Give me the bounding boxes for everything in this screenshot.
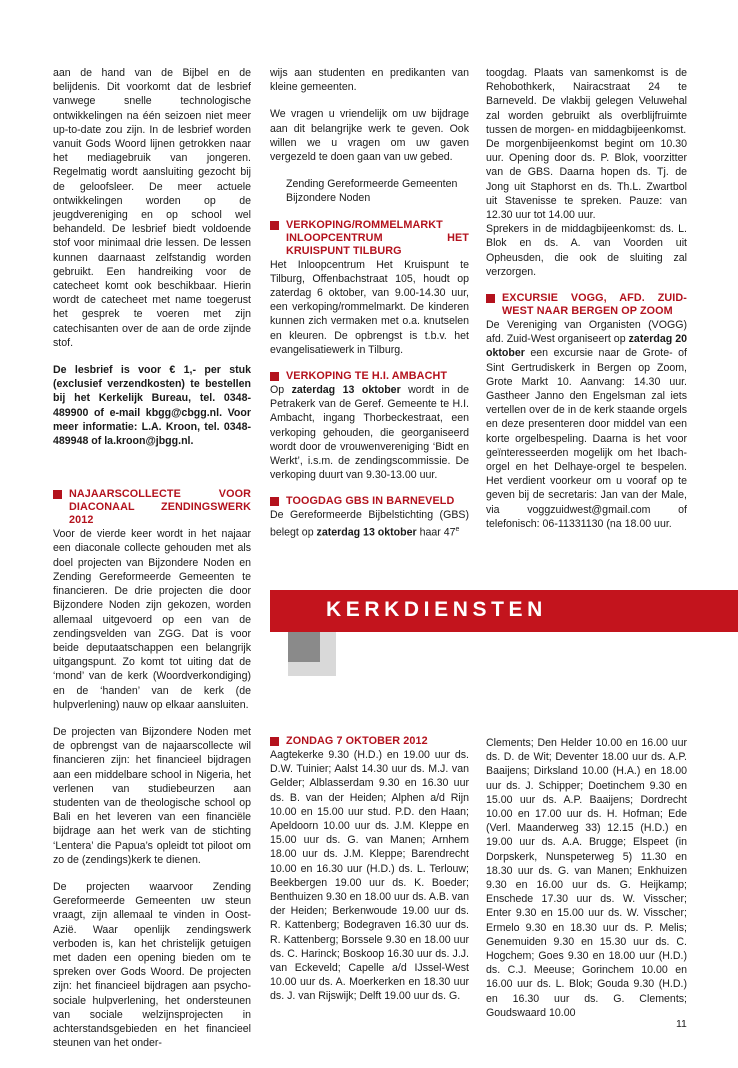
kerkdiensten-list-b: Clements; Den Helder 10.00 en 16.00 uur ds. D. de Wit; Deventer 18.00 uur ds. A.P. Baaijens; Dirksland 10.00 (H.A.) en 18.00 uur ds. J. Schipper; Doetinchem 9.30 en 15.00 uur ds. A.P. Baaijens; Dordrecht 10.00 en 17.00 uur ds. H. Hofman; Ede (Verl. Maanderweg 33) 12.15 (H.D.) en 19.00 uur ds. A.A. Brugge; Elspeet (in Dorpskerk, Nunspeterweg 5) 11.30 en 18.30 uur ds. G. van Manen; Enkhuizen 9.30 en 16.00 uur ds. G. Heijkamp; Enschede 17.30 uur ds. W. Visscher; Enter 9.30 en 15.00 uur ds. W. Visscher; Ermelo 9.30 en 18.30 uur ds. P. Melis; Genemuiden 9.30 en 15.30 uur ds. C. Hogchem; Goes 9.30 en 18.00 uur (H.D.) ds. C.J. Meeuse; Gorinchem 10.00 en 16.00 uur ds. L. Blok; Gouda 9.30 (H.D.) en 16.30 uur ds. G. Clements; Goudswaard 10.00 (486, 737, 687, 1019)
lesbrief-order-info: De lesbrief is voor € 1,- per stuk (exclusief verzendkosten) te bestellen bij het Kerkelijk Bureau, tel. 0348-489900 of e-mail kbgg@cbgg.nl. Voor meer informatie: L.A. Kroon, tel. 0348-489948 of la.kroon@jbgg.nl. (53, 364, 251, 448)
column-2 (270, 66, 469, 552)
toogdag-text: De Gereformeerde Bijbelstichting (GBS) belegt op zaterdag 13 oktober haar 47e (270, 509, 469, 539)
heading-zondag: ZONDAG 7 OKTOBER 2012 (270, 735, 469, 748)
page-number: 11 (676, 1018, 687, 1030)
kerkdiensten-list-a: Aagtekerke 9.30 (H.D.) en 19.00 uur ds. D.W. Tuinier; Aalst 14.30 uur ds. M.J. van Gelder; Alblasserdam 9.30 en 16.30 uur ds. B. van der Heiden; Alphen a/d Rijn 10.00 en 15.00 uur stud. P.D. den Haan; Apeldoorn 10.00 uur ds. J.M. Kleppe en 15.00 uur ds. G. van Manen; Arnhem 18.00 uur ds. J.M. Kleppe; Barendrecht 10.00 en 16.30 uur (H.D.) ds. L. Terlouw; Beekbergen 19.00 uur ds. K. Boeder; Benthuizen 9.30 en 18.00 uur ds. A.B. van der Heiden; Berkenwoude 19.00 uur ds. R. Kattenberg; Bodegraven 16.30 uur ds. R. Kattenberg; Borssele 9.30 en 18.00 uur ds. C. Harinck; Boskoop 16.30 uur ds. J.J. van Eckeveld; Capelle a/d IJssel-West 10.00 uur ds. A. Moerkerken en 18.30 uur ds. J. van Rijswijk; Delft 19.00 uur ds. G. (270, 749, 469, 1003)
bullet-square-icon (270, 737, 279, 746)
kerkdiensten-title: KERKDIENSTEN (326, 598, 547, 621)
zending-continued-text: wijs aan studenten en predikanten van kleine gemeenten. (270, 67, 469, 94)
lesbrief-text: aan de hand van de Bijbel en de belijdenis. Dit voorkomt dat de lesbrief vanwege snelle technologische ontwikkelingen na één seizoen niet meer up-to-date zou zijn. In de lesbrief worden vanuit Gods Woord lijnen getrokken naar het mediagebruik van jongeren. Regelmatig wordt aansluiting gezocht bij de geloofsleer. De meer actuele ontwikkelingen worden op de jeugdvereniging en op school wel behandeld. De lesbrief biedt voldoende stof voor minimaal drie lessen. De lessen kunnen daarnaast zelfstandig worden gebruikt. Een handreiking voor de catecheet komt ook beschikbaar. Hierin wordt de catecheet met name toegerust het gesprek te voeren met zijn catechisanten over de aan de orde zijnde stof. (53, 67, 251, 349)
toogdag-program-text: De morgenbijeenkomst begint om 10.30 uur. Opening door ds. P. Blok, voorzitter van de GBS. Daarna hopen ds. Tj. de Jong uit Staphorst en ds. Th.L. Zwartbol uit Stavenisse te spreken. Pauze: van 12.30 uur tot 14.00 uur. (486, 138, 687, 222)
heading-verkoping-kruispunt: VERKOPING/ROMMELMARKT INLOOPCENTRUM HET KRUISPUNT TILBURG (270, 219, 469, 258)
signature: Zending Gereformeerde Gemeenten Bijzondere Noden (286, 178, 458, 205)
kerkdiensten-column-1 (270, 735, 469, 1017)
heading-excursie: EXCURSIE VOGG, AFD. ZUID-WEST NAAR BERGEN OP ZOOM (486, 292, 687, 318)
bullet-square-icon (486, 294, 495, 303)
bullet-square-icon (270, 221, 279, 230)
bijzondere-noden-text: De projecten van Bijzondere Noden met de opbrengst van de najaarscollecte wil financieren zijn: het financieel bijdragen aan een middelbare school in Nigeria, het verlenen van studiebeurzen aan studenten van de theologische school op Bali en het leveren van een financiële bijdrage aan het werk van de stichting ‘Lentera’ die Papua’s opleidt tot piloot om zo de (zendings)kerk te dienen. (53, 725, 251, 866)
appeal-text: We vragen u vriendelijk om uw bijdrage aan dit belangrijke werk te geven. Ook willen we u vragen om uw gaven vergezeld te doen gaan van uw gebed. (270, 108, 469, 164)
excursie-text: De Vereniging van Organisten (VOGG) afd. Zuid-West organiseert op zaterdag 20 oktober een excursie naar de Grote- of Sint Gertrudiskerk in Bergen op Zoom, Grote Markt 10. Aanvang: 14.30 uur. Gastheer Janno den Engelsman zal iets vertellen over de in de kerk staande orgels en deze presenteren door middel van een korte orgelbespeling. Daarna is het voor geïnteresseerden mogelijk om het Ibach-orgel en het Delhaye-orgel te bespelen. Het verdient voorkeur om u vooraf op te geven bij de secretaris: Jan van der Male, via voggzuidwest@gmail.com of telefonisch: 06-11331130 (na 18.00 uur. (486, 319, 687, 530)
toogdag-speakers-text: Sprekers in de middagbijeenkomst: ds. L. Blok en ds. A. van Voorden uit Opheusden, die ook de sluiting zal verzorgen. (486, 223, 687, 278)
kerkdiensten-column-2 (486, 736, 687, 1033)
bullet-square-icon (270, 497, 279, 506)
hi-ambacht-text: Op zaterdag 13 oktober wordt in de Petrakerk van de Geref. Gemeente te H.I. Ambacht, ingang Thorbeckestraat, een verkoping gehouden, die georganiseerd wordt door de vrouwenvereniging ‘Bidt en Werkt’, i.s.m. de zendingscommissie. De verkoping duurt van 9.30-13.00 uur. (270, 384, 469, 482)
zending-text: De projecten waarvoor Zending Gereformeerde Gemeenten uw steun vraagt, zijn allemaal te vinden in Oost-Azië. Waar openlijk zendingswerk verboden is, kan het christelijk getuigen met daden een opening bieden om te spreken over Gods Woord. De projecten zijn: het financieel bijdragen aan psycho-sociale hulpverlening, het ondersteunen van sociale welzijnsprojecten in achterstandsgebieden en het financieel steunen van het onder- (53, 880, 251, 1050)
heading-najaarscollecte: NAJAARSCOLLECTE VOOR DIACONAAL ZENDINGSWERK 2012 (53, 488, 251, 527)
column-1 (53, 66, 251, 1063)
column-3 (486, 66, 687, 544)
decorative-square-dark (288, 632, 320, 662)
najaarscollecte-text: Voor de vierde keer wordt in het najaar een diaconale collecte gehouden met als doel projecten van Bijzondere Noden en Zending Gereformeerde Gemeenten te financieren. De drie projecten die door Bijzondere Noden zijn gekozen, worden allemaal uitgevoerd op een van de zendingsvelden van ZGG. Dat is voor beide deputaatschappen een belangrijk uitgangspunt. Zo komt tot uiting dat de ‘mond’ van de kerk (Woordverkondiging) en de ‘handen’ van de kerk (de hulpverlening) nauw op elkaar aansluiten. (53, 528, 251, 711)
bullet-square-icon (270, 372, 279, 381)
kruispunt-text: Het Inloopcentrum Het Kruispunt te Tilburg, Offenbachstraat 105, houdt op zaterdag 6 oktober, van 9.00-14.30 uur, een verkoping/rommelmarkt. De kinderen kunnen zich vermaken met o.a. knutselen en kleuren. De opbrengst is t.b.v. het evangelisatiewerk in Tilburg. (270, 258, 469, 356)
toogdag-continued-text: toogdag. Plaats van samenkomst is de Rehobothkerk, Nairacstraat 24 te Barneveld. De vlakbij gelegen Veluwehal zal worden gebruikt als overblijfruimte tussen de morgen- en middagbijeenkomst. (486, 67, 687, 136)
heading-verkoping-hi-ambacht: VERKOPING TE H.I. AMBACHT (270, 370, 469, 383)
bullet-square-icon (53, 490, 62, 499)
heading-toogdag: TOOGDAG GBS IN BARNEVELD (270, 495, 469, 508)
